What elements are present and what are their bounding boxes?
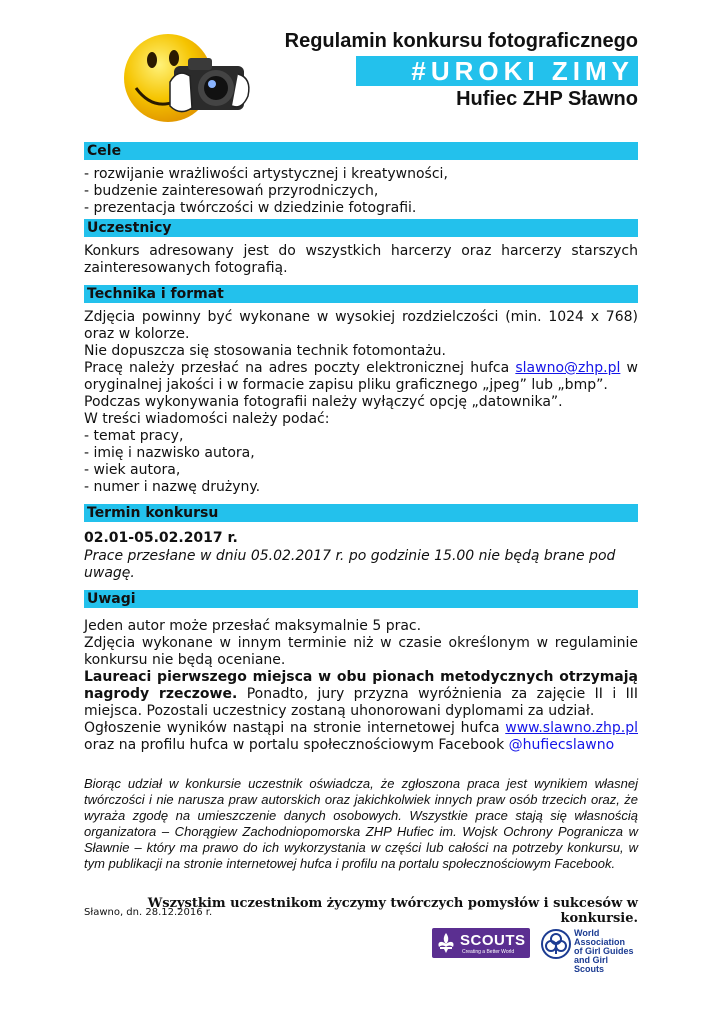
list-item: - imię i nazwisko autora, xyxy=(84,445,255,461)
document-date: Sławno, dn. 28.12.2016 r. xyxy=(84,907,213,918)
wagggs-logo xyxy=(540,928,640,974)
prizes-rest: Ponadto, jury przyzna wyróżnienia za zajęcie II i III miejsca. Pozostali uczestnicy zostaną uhonorowani dyplomami za udział. xyxy=(84,686,638,719)
uczestnicy-text: Konkurs adresowany jest do wszystkich harcerzy oraz harcerzy starszych zainteresowanych fotografią. xyxy=(84,243,638,276)
list-item: - prezentacja twórczości w dziedzinie fotografii. xyxy=(84,200,417,216)
uwagi-text xyxy=(84,618,638,754)
message-content-intro: W treści wiadomości należy podać: xyxy=(84,411,330,427)
hashtag-banner: #UROKI ZIMY xyxy=(356,56,638,86)
section-heading-uwagi: Uwagi xyxy=(84,590,638,608)
smiley-camera-logo xyxy=(112,30,262,130)
list-item: - numer i nazwę drużyny. xyxy=(84,479,261,495)
submission-text: Pracę należy przesłać na adres poczty elektronicznej hufca xyxy=(84,360,516,376)
deadline-note: Prace przesłane w dniu 05.02.2017 r. po godzinie 15.00 nie będą brane pod uwagę. xyxy=(84,548,616,581)
results-announcement xyxy=(84,720,638,754)
scouts-tagline: Creating a Better World xyxy=(462,949,515,955)
resolution-requirement: Zdjęcia powinny być wykonane w wysokiej rozdzielczości (min. 1024 x 768) oraz w kolorze. xyxy=(84,309,638,342)
max-submissions-rule: Jeden autor może przesłać maksymalnie 5 prac. xyxy=(84,618,422,634)
facebook-handle[interactable]: @hufiecslawno xyxy=(508,737,615,753)
page-title: Regulamin konkursu fotograficznego xyxy=(284,30,638,52)
technika-text xyxy=(84,309,638,496)
submission-instructions xyxy=(84,360,638,394)
contest-dates: 02.01-05.02.2017 r. xyxy=(84,530,238,546)
participant-declaration: Biorąc udział w konkursie uczestnik oświadcza, że zgłoszona praca jest wynikiem własnej twórczości i nie narusza praw autorskich oraz jakichkolwiek innych praw osób trzecich oraz, że wyraża zgodę na umieszczenie danych osobowych. Wszystkie prace stają się własnością organizatora – Chorągiew Zachodniopomorska ZHP Hufiec im. Wojsk Ochrony Pogranicza w Sławnie – który ma prawo do ich wykorzystania w części lub całości na potrzeby konkursu, w tym publikacji na stronie internetowej hufca i profilu na portalu społecznościowym Facebook. xyxy=(84,776,638,871)
prizes-info xyxy=(84,669,638,720)
cele-list xyxy=(84,166,638,217)
scouts-logo xyxy=(432,928,530,958)
list-item: - budzenie zainteresowań przyrodniczych, xyxy=(84,183,379,199)
no-photomontage-rule: Nie dopuszcza się stosowania technik fotomontażu. xyxy=(84,343,446,359)
scouts-label: SCOUTS xyxy=(460,932,526,949)
wagggs-line: and Girl Scouts xyxy=(574,955,609,974)
section-heading-termin: Termin konkursu xyxy=(84,504,638,522)
late-photos-rule: Zdjęcia wykonane w innym terminie niż w czasie określonym w regulaminie konkursu nie będą oceniane. xyxy=(84,635,638,668)
trefoil-icon xyxy=(540,928,572,960)
list-item: - temat pracy, xyxy=(84,428,184,444)
date-stamp-rule: Podczas wykonywania fotografii należy wyłączyć opcję „datownika”. xyxy=(84,394,563,410)
wagggs-name xyxy=(574,929,640,974)
closing-wish: Wszystkim uczestnikom życzymy twórczych pomysłów i sukcesów w konkursie. xyxy=(147,896,638,926)
fleur-de-lis-icon xyxy=(436,932,456,954)
submission-format-text: w oryginalnej jakości i w formacie zapisu pliku graficznego „jpeg” lub „bmp”. xyxy=(84,360,638,393)
results-facebook-text: oraz na profilu hufca w portalu społecznościowym Facebook xyxy=(84,737,509,753)
prizes-bold: Laureaci pierwszego miejsca w obu pionach metodycznych otrzymają nagrody rzeczowe. xyxy=(84,669,638,702)
email-link[interactable]: slawno@zhp.pl xyxy=(515,360,621,376)
section-heading-uczestnicy: Uczestnicy xyxy=(84,219,638,237)
list-item: - wiek autora, xyxy=(84,462,181,478)
list-item: - rozwijanie wrażliwości artystycznej i kreatywności, xyxy=(84,166,448,182)
wagggs-line: of Girl Guides xyxy=(574,946,634,956)
regulations-content xyxy=(84,140,638,926)
section-heading-technika: Technika i format xyxy=(84,285,638,303)
results-text: Ogłoszenie wyników nastąpi na stronie internetowej hufca xyxy=(84,720,506,736)
section-heading-cele: Cele xyxy=(84,142,638,160)
wagggs-line: World Association xyxy=(574,928,626,947)
website-link[interactable]: www.slawno.zhp.pl xyxy=(505,720,638,736)
organizer-subtitle: Hufiec ZHP Sławno xyxy=(456,88,638,110)
